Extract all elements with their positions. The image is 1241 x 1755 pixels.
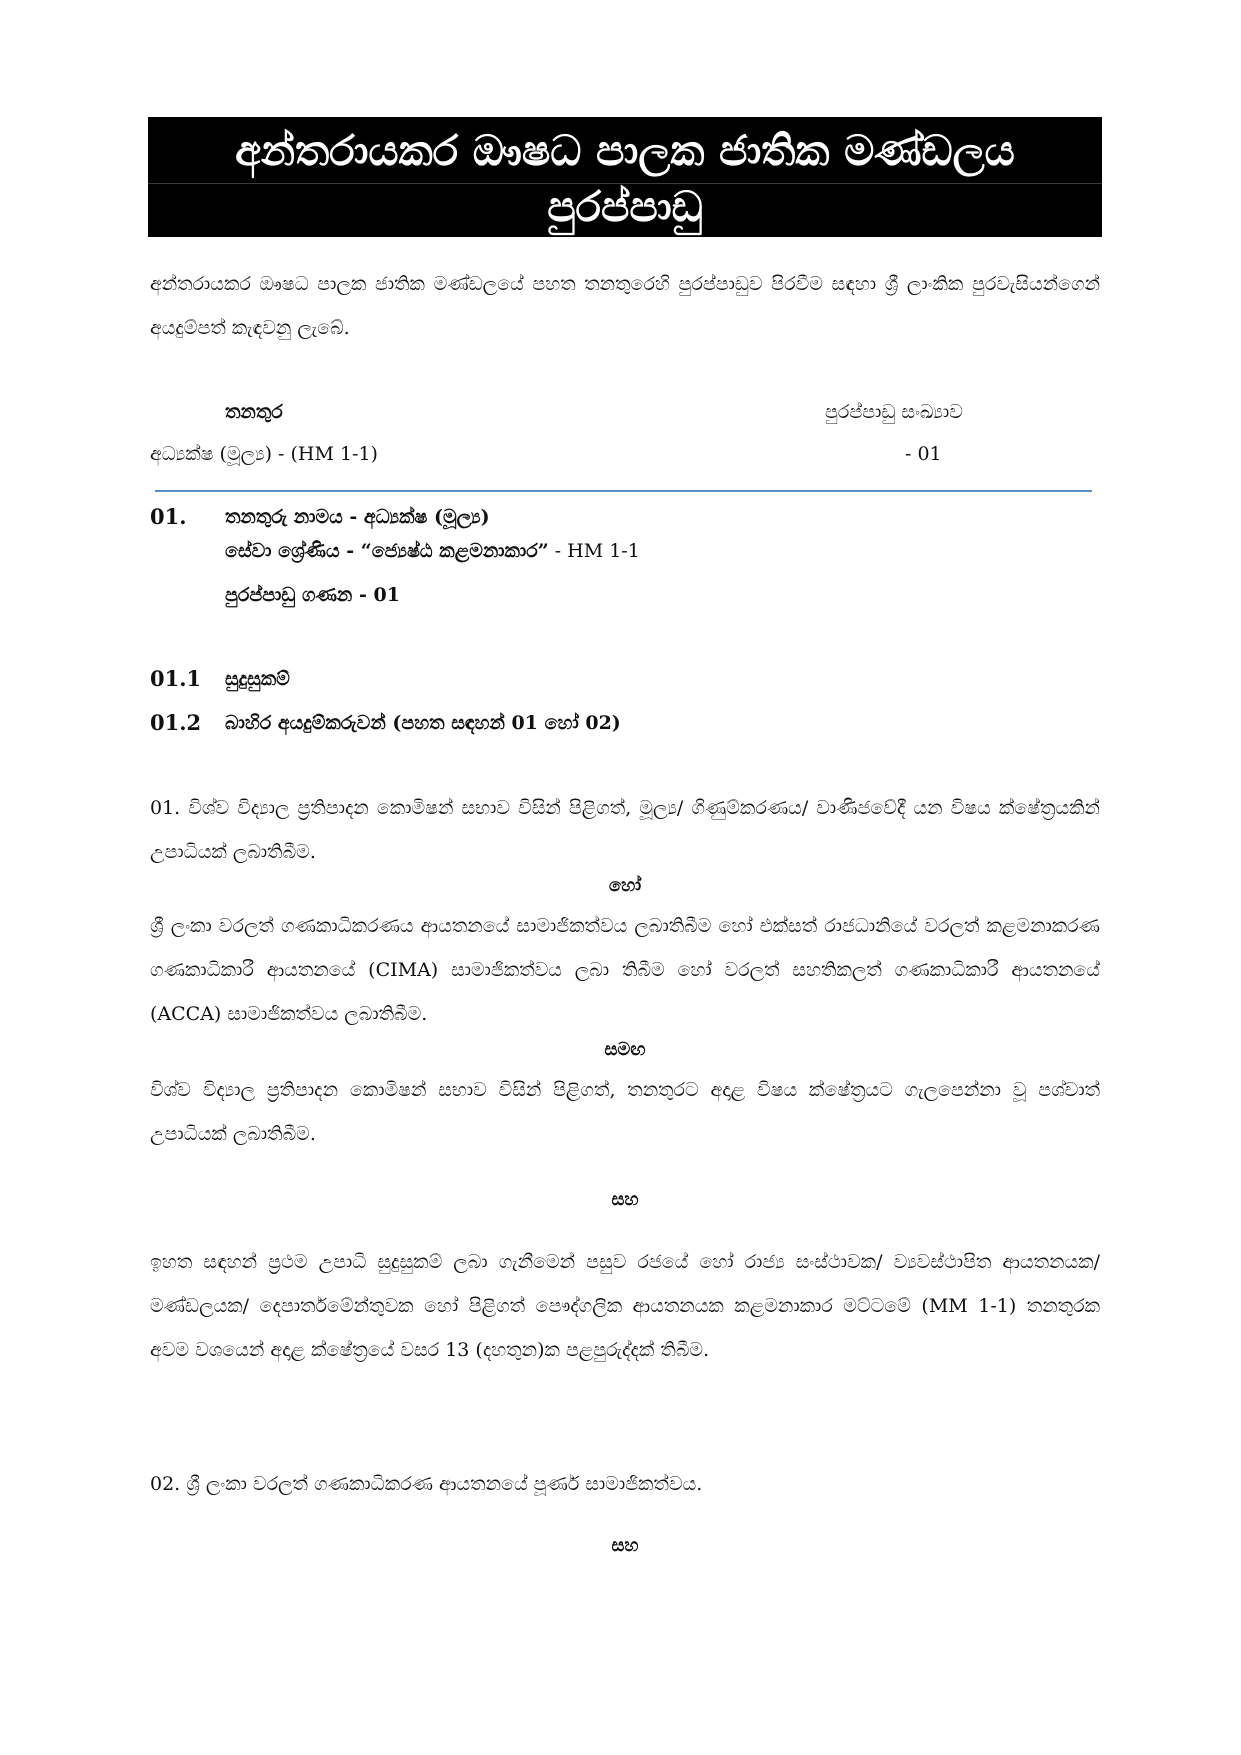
service-grade-line	[225, 536, 640, 566]
qualification-1-alternative: ශ්‍රී ලංකා වරලත් ගණකාධිකරණය ආයතනයේ සාමාජිකත්වය ලබාතිබීම හෝ එක්සත් රාජධානියේ වරලත් කළමනාකරණ ගණකාධිකාරී ආයතනයේ (CIMA) සාමාජිකත්වය ලබා තිබීම හෝ වරලත් සහතිකලත් ගණකාධිකාරී ආයතනයේ (ACCA) සාමාජිකත්වය ලබාතිබීම.	[150, 915, 1100, 1025]
or-connector: හෝ	[608, 875, 642, 896]
intro-paragraph: අන්තරායකර ඖෂධ පාලක ජාතික මණ්ඩලයේ පහත තනතුරෙහි පුරප්පාඩුව පිරවීම සඳහා ශ්‍රී ලාංකික පුරවැසියන්ගෙන් අයදුම්පත් කැඳවනු ලැබේ.	[150, 273, 1100, 339]
service-grade-label: සේවා ශ්‍රේණිය - “ජ්‍යෙෂ්ඨ කළමනාකාර”	[225, 540, 549, 562]
header-banner	[148, 117, 1102, 237]
table-header-post: තනතුර	[225, 401, 283, 423]
external-applicants-heading: බාහිර අයදුම්කරුවන් (පහත සඳහන් 01 හෝ 02)	[225, 712, 621, 734]
qualification-postgraduate: විශ්ව විද්‍යාල ප්‍රතිපාදන කොමිෂන් සභාව විසින් පිළිගත්, තනතුරට අදාළ විෂය ක්ෂේත්‍රයට ගැලපෙන්නා වූ පශ්චාත් උපාධියක් ලබාතිබීම.	[150, 1079, 1100, 1145]
post-name-label: තනතුරු නාමය - අධ්‍යක්ෂ (මූල්‍ය)	[225, 506, 490, 528]
divider-line	[155, 490, 1092, 492]
service-grade-code: - HM 1-1	[548, 540, 640, 562]
and-connector: සහ	[611, 1189, 639, 1210]
qualification-2: 02. ශ්‍රී ලංකා වරලත් ගණකාධිකරණ ආයතනයේ පූර්ණ සාමාජිකත්වය.	[150, 1473, 703, 1495]
and-connector: සහ	[611, 1535, 639, 1556]
qualifications-heading: සුදුසුකම්	[225, 668, 290, 690]
subsection-number: 01.1	[150, 666, 202, 691]
section-number: 01.	[150, 504, 187, 529]
header-subtitle: පුරප්පාඩු	[547, 182, 703, 231]
table-row-post: අධ්‍යක්ෂ (මූල්‍ය) - (HM 1-1)	[150, 443, 378, 465]
subsection-number: 01.2	[150, 710, 202, 735]
vacancy-count-label: පුරප්පාඩු ගණන - 01	[225, 584, 400, 606]
qualification-1: 01. විශ්ව විද්‍යාල ප්‍රතිපාදන කොමිෂන් සභාව විසින් පිළිගත්, මූල්‍ය/ ගිණුම්කරණය/ වාණිජවේදී යන විෂය ක්ෂේත්‍රයකින් උපාධියක් ලබාතිබීම.	[150, 797, 1100, 863]
with-connector: සමඟ	[604, 1039, 646, 1060]
table-header-count: පුරප්පාඩු සංඛ්‍යාව	[825, 401, 963, 423]
table-row-count: - 01	[905, 443, 942, 465]
header-title: අන්තරායකර ඖෂධ පාලක ජාතික මණ්ඩලය	[148, 123, 1102, 184]
qualification-experience: ඉහත සඳහන් ප්‍රථම උපාධි සුදුසුකම් ලබා ගැනීමෙන් පසුව රජයේ හෝ රාජ්‍ය සංස්ථාවක/ ව්‍යවස්ථාපිත ආයතනයක/ මණ්ඩලයක/ දෙපාර්තමේන්තුවක හෝ පිළිගත් පෞද්ගලික ආයතනයක කළමනාකාර මට්ටමේ (MM 1-1) තනතුරක අවම වශයෙන් අදාළ ක්ෂේත්‍රයේ වසර 13 (දහතුන)ක පළපුරුද්දක් තිබීම.	[150, 1251, 1101, 1361]
